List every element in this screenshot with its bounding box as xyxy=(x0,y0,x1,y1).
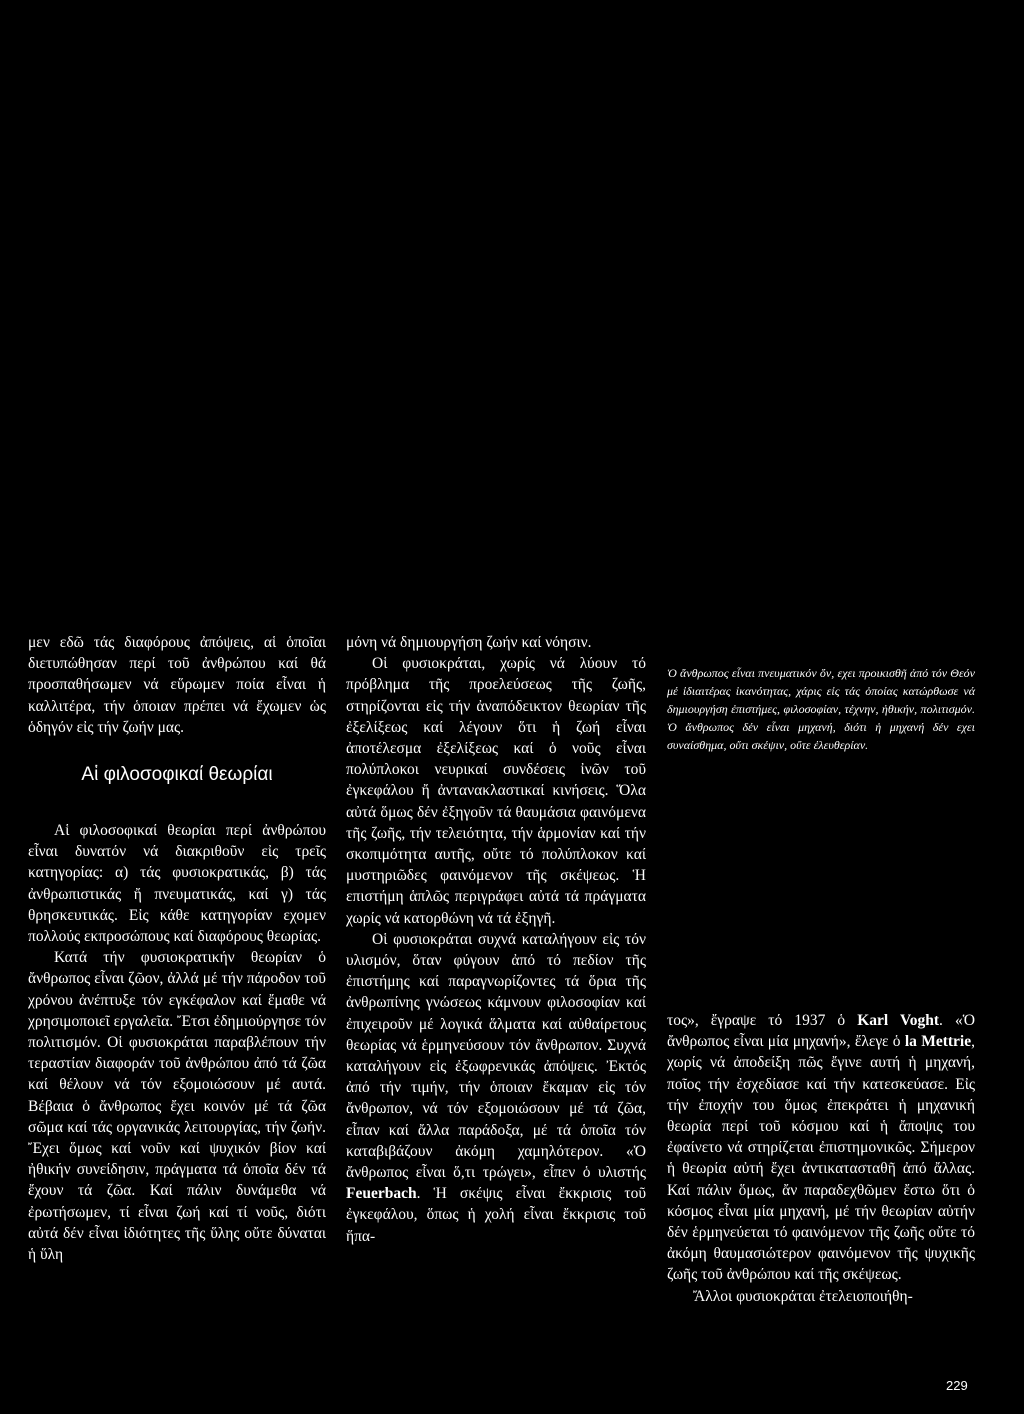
margin-note: Ὁ ἄνθρωπος εἶναι πνευματικόν ὄν, εχει προικισθῆ ἀπό τόν Θεόν μέ ἰδιαιτέρας ἱκανότητας, χάρις εἰς τάς ὁποίας κατώρθωσε νά δημιουργήση ἐπιστήμες, φιλοσοφίαν, τέχνην, ἠθικήν, πολιτισμόν. Ὁ ἄνθρωπος δέν εἶναι μηχανή, διότι ἡ μηχανή δέν εχει συναίσθημα, οὔτι σκέψιν, οὔτε ἐλευθερίαν. xyxy=(667,666,975,752)
section-heading: Αἱ φιλοσοφικαί θεωρίαι xyxy=(81,764,273,786)
text-run: . «Ὁ ἄνθρωπος εἶναι μία μηχανή», ἔλεγε ὁ xyxy=(667,1012,975,1051)
name-feuerbach: Feuerbach xyxy=(346,1185,417,1203)
text-run: Οἱ φυσιοκράται συχνά καταλήγουν εἰς τόν υλισμόν, ὅταν φύγουν ἀπό τό πεδίον τῆς ἐπιστήμης καί παραγνωρίζοντες τά ὅρια τῆς ἀνθρωπίνης γνώσεως κάμνουν φιλοσοφίαν καί ἐπιχειροῦν μέ λογικά ἅλματα καί αὐθαίρετους θεωρίας νά ἑρμηνεύσουν τόν ἄνθρωπον. Συχνά καταλήγουν εἰς ἐξωφρενικάς ἀπόψεις. Ἐκτός ἀπό τήν τιμήν, τήν ὁποιαν ἔκαμαν εἰς τόν ἄνθρωπον, νά τόν εξομοιώσουν μέ τά ζῶα, εἶπαν καί ἄλλα παράδοξα, μέ τά ὁποῖα τόν καταβιβάζουν ἀκόμη χαμηλότερον. «Ὁ ἄνθρωπος εἶναι ὅ,τι τρώγει», εἶπεν ὁ υλιστής xyxy=(346,930,646,1182)
paragraph-categories: Αἱ φιλοσοφικαί θεωρίαι περί ἀνθρώπου εἶναι δυνατόν νά διακριθοῦν εἰς τρεῖς κατηγορίας: α) τάς φυσιοκρατικάς, β) τάς ἀνθρωπιστικάς ἤ πνευματικάς, καί γ) τάς θρησκευτικάς. Εἰς κάθε κατηγορίαν εχομεν πολλούς εκπροσώπους καί διαφόρους θεωρίας. xyxy=(28,822,326,946)
column-right xyxy=(667,1010,975,1307)
page-number: 229 xyxy=(946,1378,968,1393)
text-run: τος», ἔγραψε τό 1937 ὁ xyxy=(667,1012,858,1029)
paragraph-materialism xyxy=(346,929,646,1247)
paragraph-machine-theory xyxy=(667,1010,975,1286)
name-la-mettrie: la Mettrie xyxy=(904,1033,972,1051)
paragraph-continuation: μόνη νά δημιουργήση ζωήν καί νόησιν. xyxy=(346,634,592,651)
paragraph-evolution: Οἱ φυσιοκράται, χωρίς νά λύουν τό πρόβλημα τῆς προελεύσεως τῆς ζωῆς, στηρίζονται εἰς τήν ἀναπόδεικτον θεωρίαν τῆς ἐξελίξεως καί λέγουν ὅτι ἡ ζωή εἶναι ἀποτέλεσμα ἐξελίξεως καί ὁ νοῦς εἶναι πολύπλοκοι νευρικαί συνδέσεις ἰνῶν τοῦ ἐγκεφάλου ἤ ἀντανακλαστικαί κινήσεις. Ὅλα αὐτά ὅμως δέν ἐξηγοῦν τά θαυμάσια φαινόμενα τῆς ζωῆς, τήν τελειότητα, τήν ἁρμονίαν καί τήν σκοπιμότητα αυτῆς, οὔτε τό πολύπλοκον καί μυστηριῶδες φαινόμενον τῆς σκέψεως. Ἡ επιστήμη ἁπλῶς περιγράφει αὐτά τά πράγματα χωρίς νά κατορθώνη νά τά ἐξηγῆ. xyxy=(346,655,646,927)
name-karl-voght: Karl Voght xyxy=(857,1012,940,1029)
paragraph-naturalist-theory: Κατά τήν φυσιοκρατικήν θεωρίαν ὁ ἄνθρωπος εἶναι ζῶον, ἀλλά μέ τήν πάροδον τοῦ χρόνου ἀνέπτυξε τόν εγκέφαλον καί ἔμαθε νά χρησιμοποιεῖ εργαλεῖα. Ἔτσι ἐδημιούργησε τόν πολιτισμόν. Οἱ φυσιοκράται παραβλέπουν τήν τεραστίαν διαφοράν τοῦ ἀνθρώπου ἀπό τά ζῶα καί θέλουν νά τόν εξομοιώσουν μέ αυτά. Βέβαια ὁ ἄνθρωπος ἔχει κοινόν μέ τά ζῶα σῶμα καί τάς οργανικάς λειτουργίας, τήν ζωήν. Ἔχει ὅμως καί νοῦν καί ψυχικόν βίον καί ἠθικήν συνείδησιν, πράγματα τά ὁποῖα δέν τά ἔχουν τά ζῶα. Καί πάλιν δυνάμεθα νά ἐρωτήσωμεν, τί εἶναι ζωή καί τί νοῦς, διότι αὐτά δέν εἶναι ἰδιότητες τῆς ὕλης οὔτε δύναται ἡ ὕλη xyxy=(28,949,326,1264)
paragraph-intro: μεν εδῶ τάς διαφόρους ἀπόψεις, αἱ ὁποῖαι διετυπώθησαν περί τοῦ ἀνθρώπου καί θά προσπαθήσωμεν νά εὕρωμεν ποία εἶναι ἡ καλλιτέρα, τήν ὁποιαν πρέπει νά ἔχωμεν ὡς ὁδηγόν εἰς τήν ζωήν μας. xyxy=(28,634,326,736)
column-left xyxy=(28,632,326,1265)
text-run: . Ἡ σκέψις εἶναι ἔκκρισις τοῦ ἐγκεφάλου, ὅπως ἡ χολή εἶναι ἔκκρισις τοῦ ἥπα- xyxy=(346,1185,646,1245)
text-run: , χωρίς νά ἀποδείξη πῶς ἔγινε αυτή ἡ μηχανή, ποῖος τήν ἐσχεδίασε καί τήν κατεσκεύασε. Εἰς τήν ἐποχήν του ὅμως ἐπεκράτει ἡ μηχανική θεωρία περί τοῦ κόσμου καί ἡ ἄποψις του ἐφαίνετο νά στηρίζεται ἐπιστημονικῶς. Σήμερον ἡ θεωρία αὐτή ἔχει ἀντικατασταθῆ ἀπό ἄλλας. Καί πάλιν ὅμως, ἄν παραδεχθῶμεν ἔστω ὅτι ὁ κόσμος εἶναι μία μηχανή, μέ τήν θεωρίαν αὐτήν δέν ἑρμηνεύεται τό φαινόμενον τῆς ζωῆς οὔτε τό ἀκόμη θαυμασιώτερον φαινόμενον τῆς ψυχικῆς ζωῆς τοῦ ἀνθρώπου καί τῆς σκέψεως. xyxy=(667,1033,975,1284)
column-middle xyxy=(346,632,646,1247)
paragraph-other-naturalists: Ἄλλοι φυσιοκράται ἐτελειοποιήθη- xyxy=(693,1287,913,1305)
